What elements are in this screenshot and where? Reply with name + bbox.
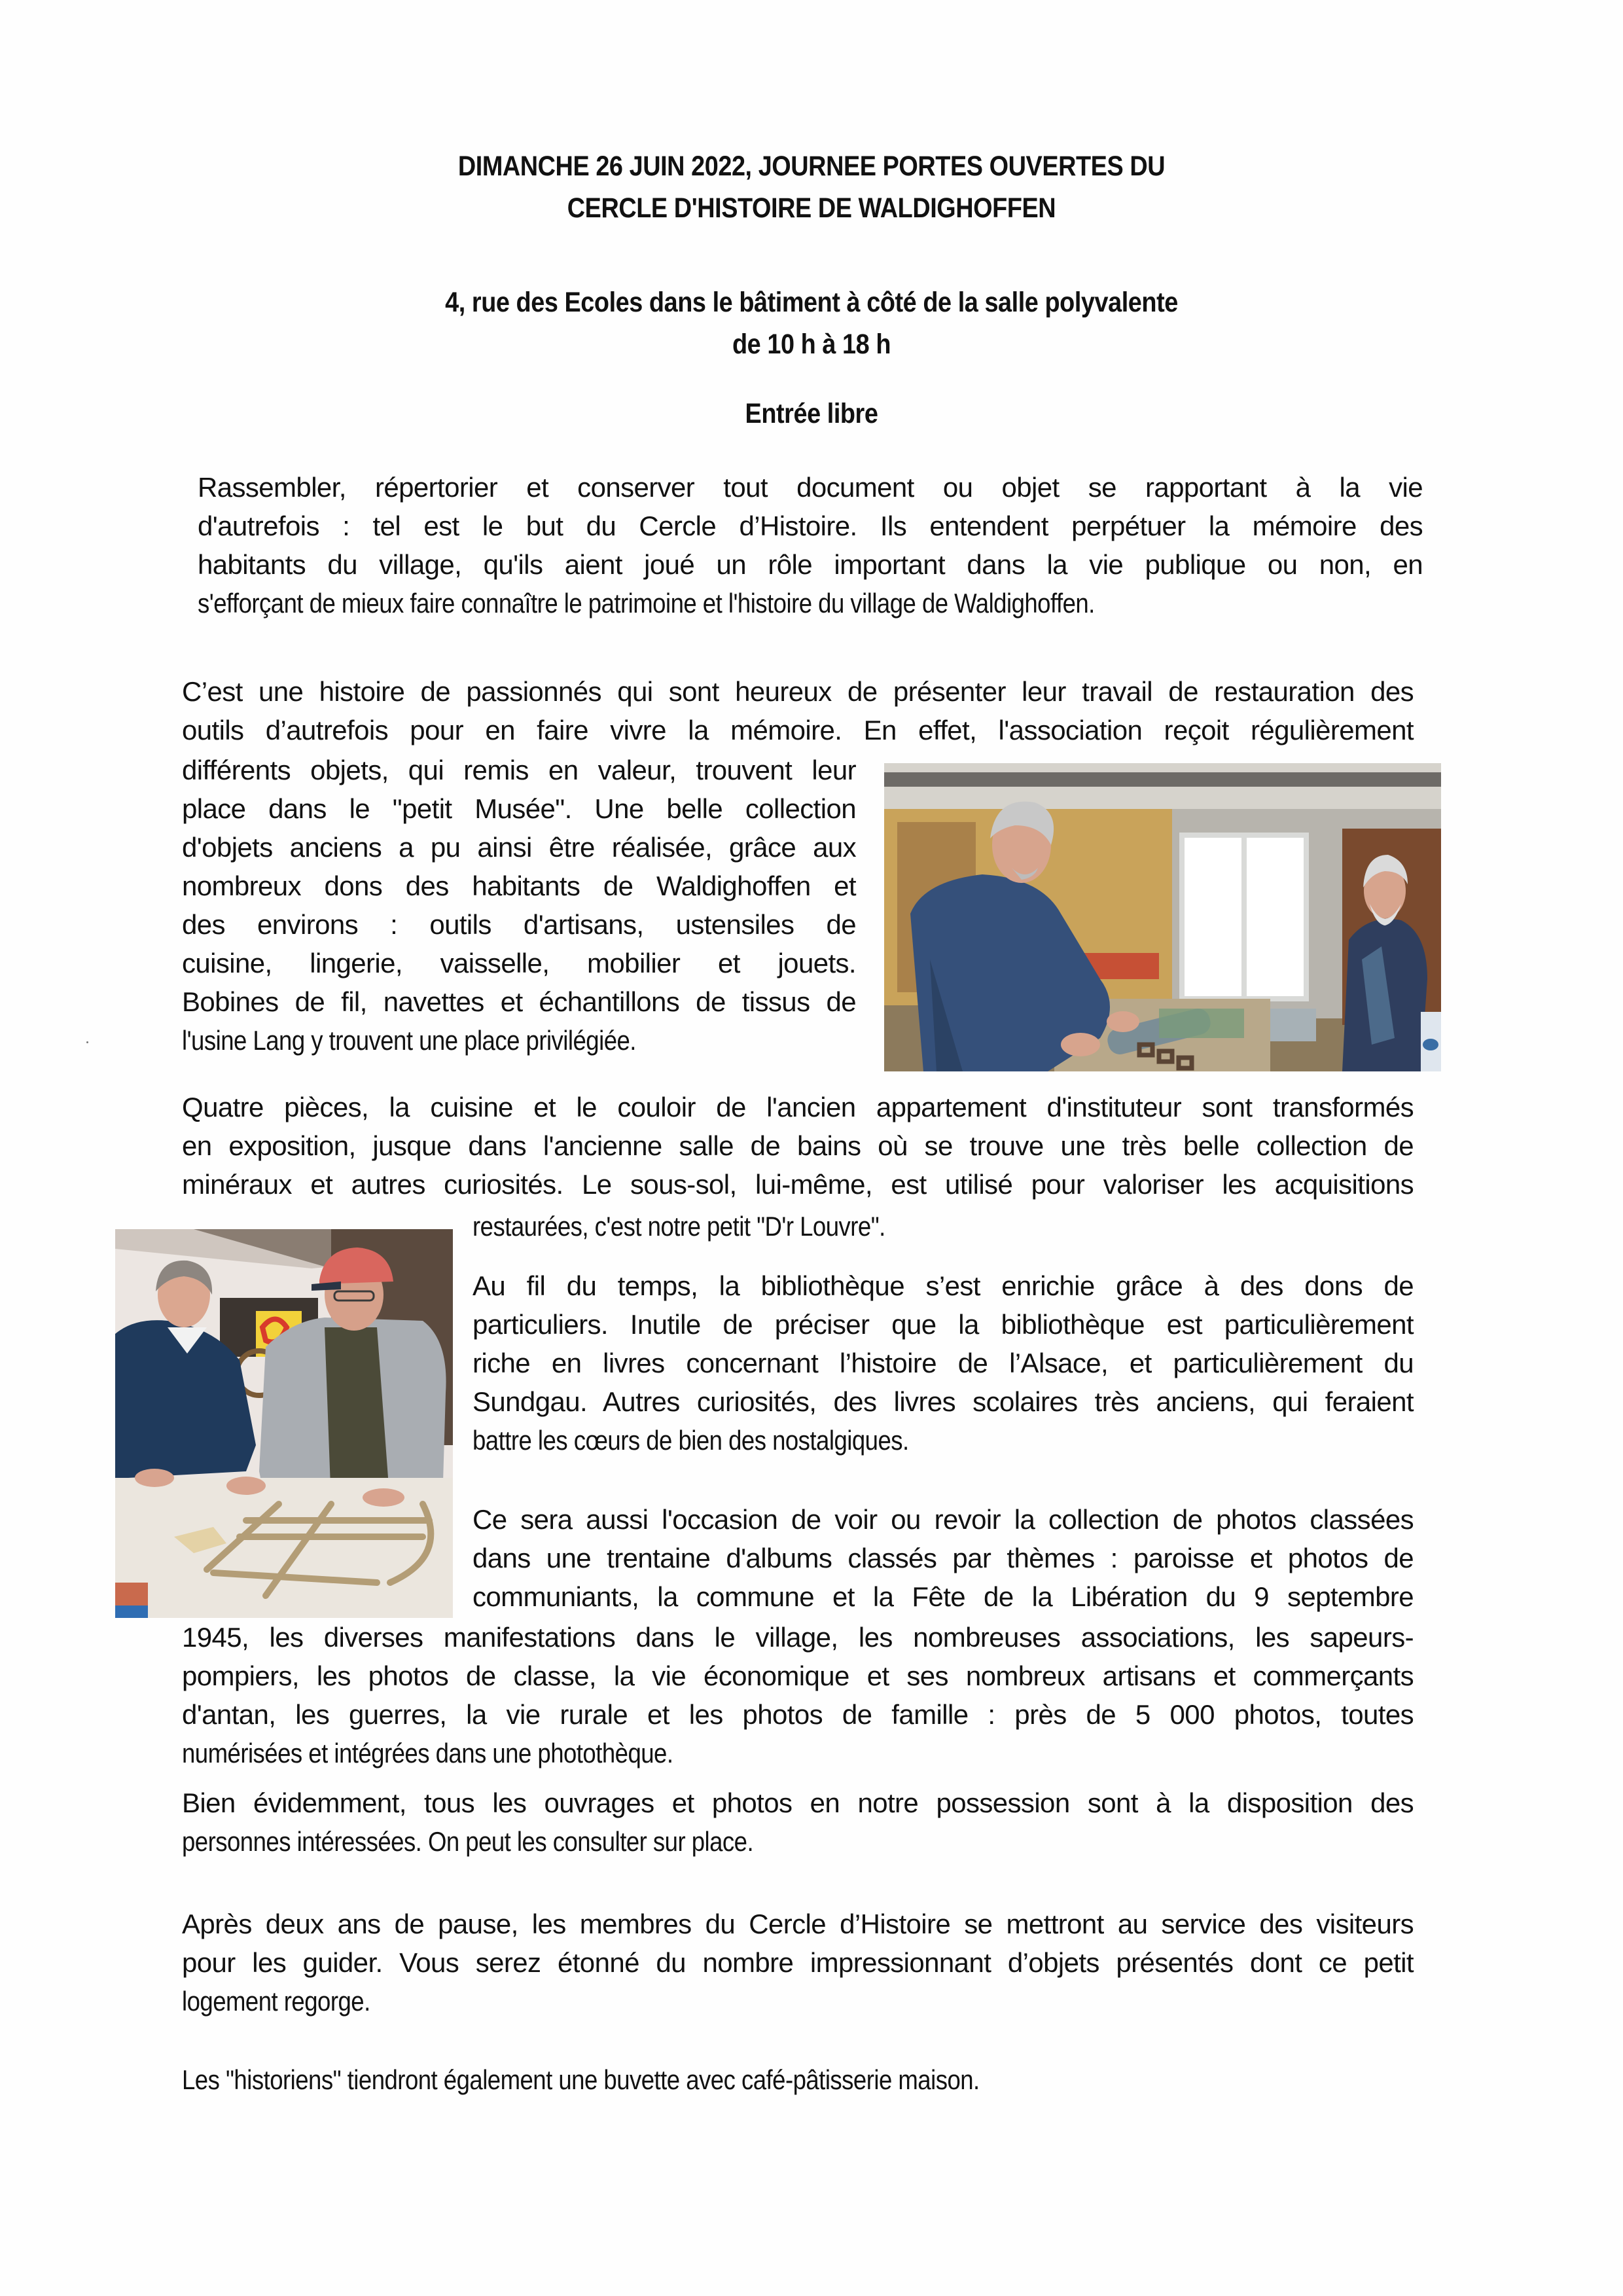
paragraph-passion-wrapped [182, 751, 856, 1060]
text-line: habitants du village, qu'ils aient joué un rôle important dans la vie publique ou non, en [198, 549, 1423, 580]
text-line: d'antan, les guerres, la vie rurale et les photos de famille : près de 5 000 photos, toutes [182, 1699, 1414, 1730]
text-line: minéraux et autres curiosités. Le sous-sol, lui-même, est utilisé pour valoriser les acquisitions [182, 1169, 1414, 1200]
text-line: logement regorge. [182, 1986, 370, 2017]
scan-speck [86, 1041, 88, 1043]
text-line: nombreux dons des habitants de Waldighoffen et [182, 870, 856, 901]
text-line: communiants, la commune et la Fête de la Libération du 9 septembre [473, 1581, 1414, 1612]
text-line: différents objets, qui remis en valeur, trouvent leur [182, 755, 856, 785]
sled-photo-image [115, 1229, 453, 1618]
text-line: d'autrefois : tel est le but du Cercle d’Histoire. Ils entendent perpétuer la mémoire des [198, 511, 1423, 541]
text-line: 1945, les diverses manifestations dans le village, les nombreuses associations, les sapeurs- [182, 1622, 1414, 1653]
entry-info: Entrée libre [745, 398, 878, 429]
text-line: personnes intéressées. On peut les consulter sur place. [182, 1826, 754, 1857]
text-line: Après deux ans de pause, les membres du Cercle d’Histoire se mettront au service des visiteurs [182, 1909, 1414, 1939]
text-line: Les "historiens" tiendront également une buvette avec café-pâtisserie maison. [182, 2064, 980, 2095]
text-line: C’est une histoire de passionnés qui sont heureux de présenter leur travail de restauration des [182, 676, 1414, 707]
text-line: riche en livres concernant l’histoire de l’Alsace, et particulièrement du [473, 1348, 1414, 1378]
text-line: battre les cœurs de bien des nostalgiques. [473, 1425, 909, 1456]
text-line: dans une trentaine d'albums classés par thèmes : paroisse et photos de [473, 1543, 1414, 1573]
paragraph-photo-collection [182, 1618, 1414, 1772]
paragraph-exhibition [182, 1088, 1414, 1204]
paragraph-exhibition-wrapped [473, 1207, 1414, 1246]
address-line: 4, rue des Ecoles dans le bâtiment à côté de la salle polyvalente [445, 287, 1178, 318]
paragraph-passion-top [182, 672, 1414, 749]
sled-photo [115, 1229, 453, 1618]
text-line: en exposition, jusque dans l'ancienne salle de bains où se trouve une très belle collection de [182, 1130, 1414, 1161]
intro-paragraph [198, 468, 1423, 622]
text-line: pour les guider. Vous serez étonné du nombre impressionnant d’objets présentés dont ce petit [182, 1947, 1414, 1978]
paragraph-photo-collection-wrapped [473, 1500, 1414, 1616]
text-line: cuisine, lingerie, vaisselle, mobilier et jouets. [182, 948, 856, 978]
text-line: Au fil du temps, la bibliothèque s’est enrichie grâce à des dons de [473, 1270, 1414, 1301]
text-line: Bien évidemment, tous les ouvrages et photos en notre possession sont à la disposition des [182, 1787, 1414, 1818]
text-line: numérisées et intégrées dans une photothèque. [182, 1738, 673, 1768]
text-line: place dans le "petit Musée". Une belle collection [182, 793, 856, 824]
workshop-photo [884, 763, 1441, 1071]
text-line: particuliers. Inutile de préciser que la bibliothèque est particulièrement [473, 1309, 1414, 1340]
paragraph-availability [182, 1784, 1414, 1861]
event-title [98, 145, 1525, 229]
opening-hours: de 10 h à 18 h [732, 329, 891, 360]
text-line: outils d’autrefois pour en faire vivre la mémoire. En effet, l'association reçoit régulièrement [182, 715, 1414, 745]
text-line: pompiers, les photos de classe, la vie économique et ses nombreux artisans et commerçants [182, 1660, 1414, 1691]
event-title-line: DIMANCHE 26 JUIN 2022, JOURNEE PORTES OUVERTES DU [457, 151, 1166, 182]
text-line: Bobines de fil, navettes et échantillons de tissus de [182, 986, 856, 1017]
text-line: d'objets anciens a pu ainsi être réalisée, grâce aux [182, 832, 856, 863]
text-line: Ce sera aussi l'occasion de voir ou revoir la collection de photos classées [473, 1504, 1414, 1535]
text-line: Rassembler, répertorier et conserver tout document ou objet se rapportant à la vie [198, 472, 1423, 503]
workshop-photo-image [884, 763, 1441, 1071]
text-line: restaurées, c'est notre petit "D'r Louvre". [473, 1211, 885, 1242]
paragraph-guided-visit [182, 1905, 1414, 2020]
text-line: l'usine Lang y trouvent une place privilégiée. [182, 1025, 636, 1056]
paragraph-refreshments [182, 2060, 1414, 2099]
event-address [98, 281, 1525, 365]
event-title-line: CERCLE D'HISTOIRE DE WALDIGHOFFEN [567, 192, 1056, 224]
paragraph-library [473, 1266, 1414, 1460]
text-line: Sundgau. Autres curiosités, des livres scolaires très anciens, qui feraient [473, 1386, 1414, 1417]
text-line: des environs : outils d'artisans, ustensiles de [182, 909, 856, 940]
text-line: s'efforçant de mieux faire connaître le patrimoine et l'histoire du village de Waldighoffen. [198, 588, 1095, 619]
text-line: Quatre pièces, la cuisine et le couloir de l'ancien appartement d'instituteur sont transformés [182, 1092, 1414, 1122]
